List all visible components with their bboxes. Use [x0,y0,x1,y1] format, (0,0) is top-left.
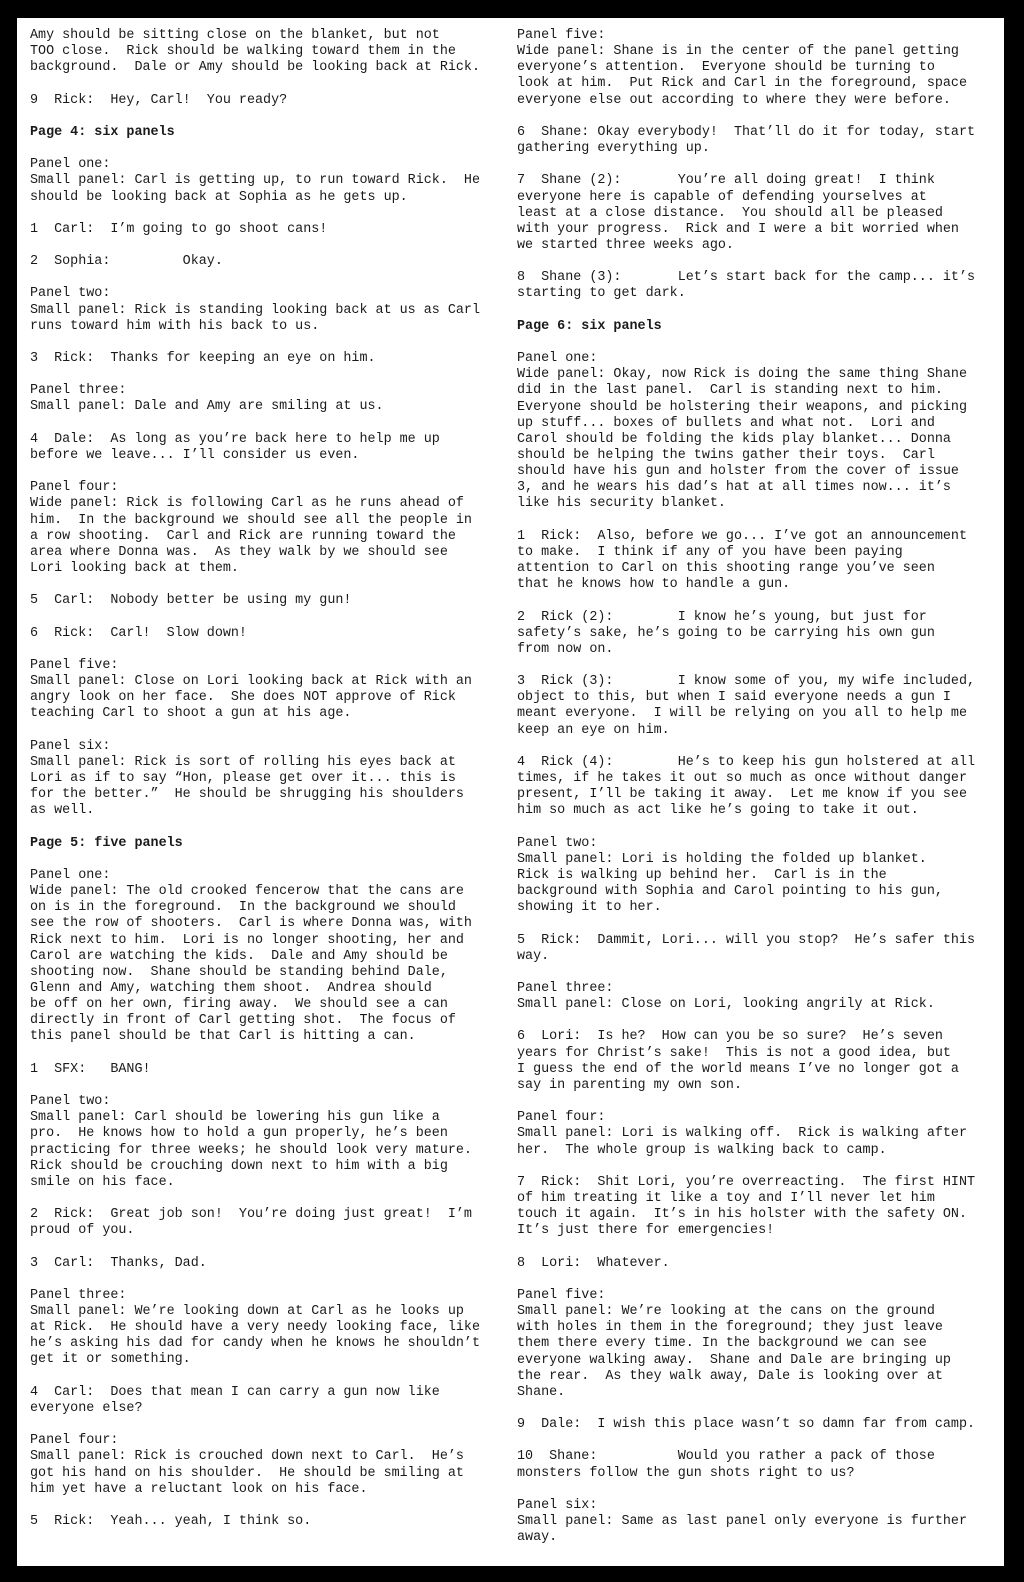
dialogue-line: 1 SFX: BANG! [30,1061,151,1077]
panel-description: Panel one: Wide panel: Okay, now Rick is doing the same thing Shane did in the last panel. Carl is standing next to him. Everyone should be holstering their weapons, and picking up stuff... boxes of bullets and what not. Lori and Carol should be folding the kids play blanket... Donna should be helping the twins gather their toys. Carl should have his gun and holster from the cover of issue 3, and he wears his dad’s hat at all times now... it’s like his security blanket. [517,351,967,512]
dialogue-line: 2 Sophia: Okay. [30,254,223,270]
panel-description: Panel five: Small panel: Close on Lori looking back at Rick with an angry look on her face. She does NOT approve of Rick teaching Carl to shoot a gun at his age. [30,657,472,722]
dialogue-line: 2 Rick: Great job son! You’re doing just great! I’m proud of you. [30,1207,472,1239]
dialogue-line: 5 Carl: Nobody better be using my gun! [30,593,352,609]
panel-description: Panel four: Small panel: Rick is crouched down next to Carl. He’s got his hand on his shoulder. He should be smiling at him yet have a reluctant look on his face. [30,1433,464,1497]
dialogue-line: 10 Shane: Would you rather a pack of those monsters follow the gun shots right to us? [517,1449,935,1481]
page-heading: Page 5: five panels [30,835,183,851]
page-heading: Page 4: six panels [30,124,175,140]
dialogue-line: 2 Rick (2): I know he’s young, but just for safety’s sake, he’s going to be carrying his own gun from now on. [517,609,935,657]
dialogue-line: 6 Shane: Okay everybody! That’ll do it for today, start gathering everything up. [517,124,976,157]
dialogue-line: 5 Rick: Dammit, Lori... will you stop? He’s safer this way. [517,932,976,964]
dialogue-line: 8 Shane (3): Let’s start back for the camp... it’s starting to get dark. [517,270,976,302]
page-heading: Page 6: six panels [517,318,662,334]
panel-description: Panel five: Wide panel: Shane is in the center of the panel getting everyone’s attention. Everyone should be turning to look at him. Put Rick and Carl in the foreground, space everyone else out according to where they were before. [517,28,967,108]
panel-description: Amy should be sitting close on the blanket, but not TOO close. Rick should be walking toward them in the background. Dale or Amy should be looking back at Rick. [30,28,480,76]
panel-description: Panel one: Wide panel: The old crooked fencerow that the cans are on is in the foreground. In the background we should see the row of shooters. Carl is where Donna was, with Rick next to him. Lori is no longer shooting, her and Carol are watching the kids. Dale and Amy should be shooting now. Shane should be standing behind Dale, Glenn and Amy, watching them shoot. Andrea should be off on her own, firing away. We should see a can directly in front of Carl getting shot. The focus of this panel should be that Carl is hitting a can. [30,867,472,1045]
panel-description: Panel one: Small panel: Carl is getting up, to run toward Rick. He should be looking back at Sophia as he gets up. [30,157,480,205]
panel-description: Panel four: Small panel: Lori is walking off. Rick is walking after her. The whole group is walking back to camp. [517,1110,967,1158]
dialogue-line: 5 Rick: Yeah... yeah, I think so. [30,1514,312,1529]
dialogue-line: 3 Rick (3): I know some of you, my wife included, object to this, but when I said everyone needs a gun I meant everyone. I will be relying on you all to help me keep an eye on him. [517,674,976,738]
left-column [30,28,500,1546]
right-column [517,28,987,1563]
panel-description: Panel three: Small panel: Close on Lori, looking angrily at Rick. [517,981,935,1013]
dialogue-line: 3 Carl: Thanks, Dad. [30,1255,207,1271]
panel-description: Panel five: Small panel: We’re looking at the cans on the ground with holes in them in the foreground; they just leave them there every time. In the background we can see everyone walking away. Shane and Dale are bringing up the rear. As they walk away, Dale is looking over at Shane. [517,1287,951,1400]
script-page [17,18,1004,1566]
panel-description: Panel three: Small panel: We’re looking down at Carl as he looks up at Rick. He should have a very needy looking face, like he’s asking his dad for candy when he knows he shouldn’t get it or something. [30,1287,480,1368]
panel-description: Panel two: Small panel: Carl should be lowering his gun like a pro. He knows how to hold a gun properly, he’s been practicing for three weeks; he should look very mature. Rick should be crouching down next to him with a big smile on his face. [30,1094,472,1190]
panel-description: Panel two: Small panel: Lori is holding the folded up blanket. Rick is walking up behind her. Carl is in the background with Sophia and Carol pointing to his gun, showing it to her. [517,835,943,916]
dialogue-line: 3 Rick: Thanks for keeping an eye on him. [30,351,376,367]
dialogue-line: 4 Rick (4): He’s to keep his gun holstered at all times, if he takes it out so much as once without danger present, I’ll be taking it away. Let me know if you see him so much as act like he’s going to take it out. [517,754,976,819]
dialogue-line: 4 Carl: Does that mean I can carry a gun now like everyone else? [30,1384,440,1416]
dialogue-line: 1 Carl: I’m going to go shoot cans! [30,221,328,237]
dialogue-line: 9 Rick: Hey, Carl! You ready? [30,92,288,108]
panel-description: Panel six: Small panel: Rick is sort of rolling his eyes back at Lori as if to say “Hon, please get over it... this is for the better.” He should be shrugging his shoulders as well. [30,738,464,819]
panel-description: Panel two: Small panel: Rick is standing looking back at us as Carl runs toward him with his back to us. [30,286,480,334]
dialogue-line: 4 Dale: As long as you’re back here to help me up before we leave... I’ll consider us even. [30,431,440,463]
dialogue-line: 1 Rick: Also, before we go... I’ve got an announcement to make. I think if any of you have been paying attention to Carl on this shooting range you’ve seen that he knows how to handle a gun. [517,528,967,593]
panel-description: Panel six: Small panel: Same as last panel only everyone is further away. [517,1497,967,1546]
dialogue-line: 6 Rick: Carl! Slow down! [30,625,247,641]
panel-description: Panel four: Wide panel: Rick is following Carl as he runs ahead of him. In the background we should see all the people in a row shooting. Carl and Rick are running toward the area where Donna was. As they walk by we should see Lori looking back at them. [30,480,472,576]
panel-description: Panel three: Small panel: Dale and Amy are smiling at us. [30,383,384,415]
dialogue-line: 8 Lori: Whatever. [517,1255,670,1271]
dialogue-line: 6 Lori: Is he? How can you be so sure? He’s seven years for Christ’s sake! This is not a good idea, but I guess the end of the world means I’ve no longer got a say in parenting my own son. [517,1029,959,1093]
dialogue-line: 7 Rick: Shit Lori, you’re overreacting. The first HINT of him treating it like a toy and I’ll never let him touch it again. It’s in his holster with the safety ON. It’s just there for emergencies! [517,1174,976,1239]
dialogue-line: 7 Shane (2): You’re all doing great! I think everyone here is capable of defending yourselves at least at a close distance. You should all be pleased with your progress. Rick and I were a bit worried when we started three weeks ago. [517,173,959,253]
dialogue-line: 9 Dale: I wish this place wasn’t so damn far from camp. [517,1417,976,1433]
